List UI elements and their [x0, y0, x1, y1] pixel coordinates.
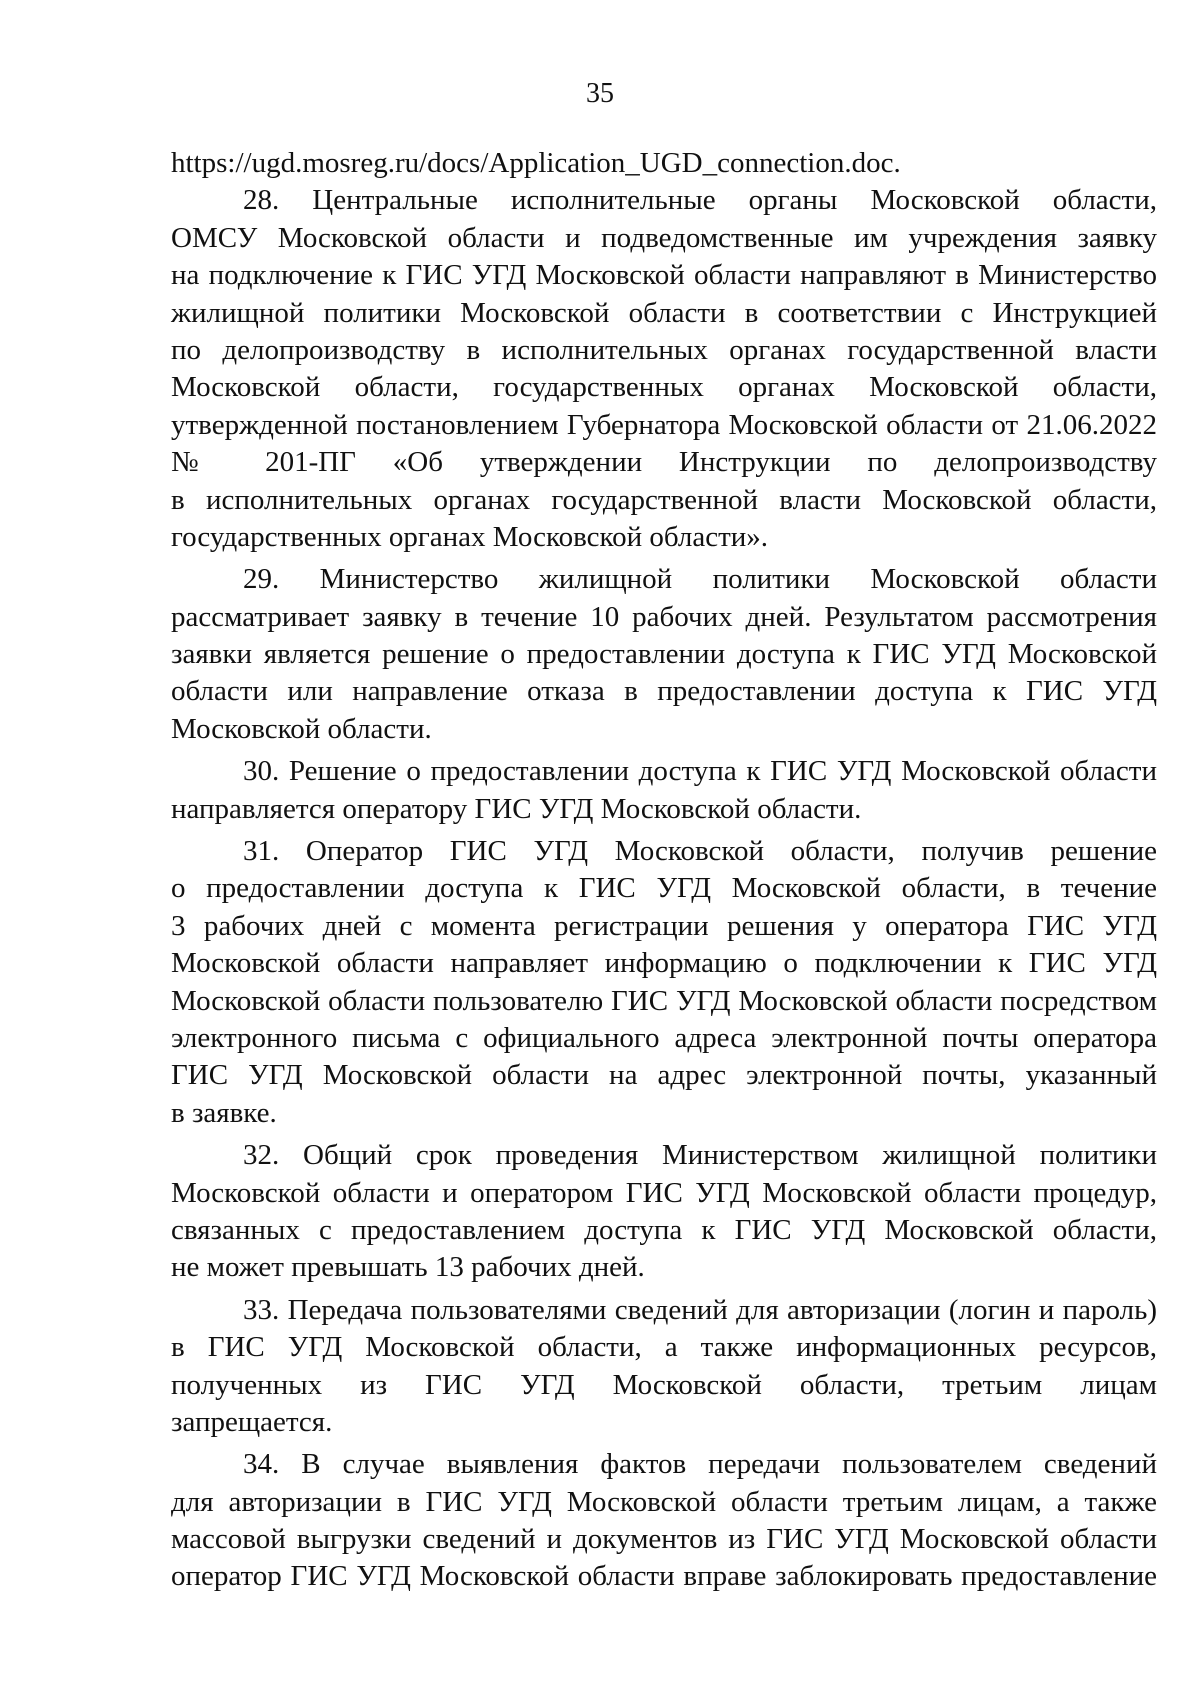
text-line: направляется оператору ГИС УГД Московской области. — [171, 792, 862, 825]
text-line: области или направление отказа в предоставлении доступа к ГИС УГД — [171, 675, 1157, 708]
text-line: электронного письма с официального адреса электронной почты оператора — [171, 1021, 1157, 1054]
text-line: о предоставлении доступа к ГИС УГД Московской области, в течение — [171, 872, 1157, 905]
text-line: Московской области пользователю ГИС УГД Московской области посредством — [171, 984, 1157, 1017]
text-line: ГИС УГД Московской области на адрес электронной почты, указанный — [171, 1059, 1157, 1092]
text-line: в заявке. — [171, 1096, 277, 1129]
text-line: рассматривает заявку в течение 10 рабочих дней. Результатом рассмотрения — [171, 600, 1157, 633]
text-line: 32. Общий срок проведения Министерством жилищной политики — [243, 1139, 1157, 1172]
text-line: для авторизации в ГИС УГД Московской области третьим лицам, а также — [171, 1485, 1157, 1518]
text-line: 28. Центральные исполнительные органы Московской области, — [243, 184, 1157, 217]
text-line: оператор ГИС УГД Московской области вправе заблокировать предоставление — [171, 1560, 1157, 1593]
text-line: 31. Оператор ГИС УГД Московской области, получив решение — [243, 835, 1157, 868]
text-line: Московской области и оператором ГИС УГД Московской области процедур, — [171, 1176, 1157, 1209]
text-line: в исполнительных органах государственной власти Московской области, — [171, 483, 1157, 516]
text-line: Московской области. — [171, 712, 432, 745]
page-number: 35 — [586, 78, 614, 109]
text-line: не может превышать 13 рабочих дней. — [171, 1251, 645, 1284]
text-line: ОМСУ Московской области и подведомственные им учреждения заявку — [171, 221, 1157, 254]
text-line: Московской области, государственных органах Московской области, — [171, 371, 1157, 404]
text-line: 29. Министерство жилищной политики Московской области — [243, 563, 1157, 596]
text-line: запрещается. — [171, 1405, 333, 1438]
text-line: 3 рабочих дней с момента регистрации решения у оператора ГИС УГД — [171, 909, 1157, 942]
text-line: 33. Передача пользователями сведений для авторизации (логин и пароль) — [243, 1293, 1157, 1326]
text-line: № 201-ПГ «Об утверждении Инструкции по делопроизводству — [171, 446, 1157, 479]
text-line: заявки является решение о предоставлении доступа к ГИС УГД Московской — [171, 638, 1157, 671]
text-line: связанных с предоставлением доступа к ГИС УГД Московской области, — [171, 1213, 1157, 1246]
document-body — [171, 145, 1157, 1596]
text-line: 34. В случае выявления фактов передачи пользователем сведений — [243, 1448, 1157, 1481]
text-line: жилищной политики Московской области в соответствии с Инструкцией — [171, 296, 1157, 329]
text-line: https://ugd.mosreg.ru/docs/Application_UGD_connection.doc. — [171, 147, 901, 179]
text-line: государственных органах Московской области». — [171, 520, 769, 553]
text-line: 30. Решение о предоставлении доступа к ГИС УГД Московской области — [243, 755, 1157, 788]
text-line: на подключение к ГИС УГД Московской области направляют в Министерство — [171, 259, 1157, 292]
text-line: массовой выгрузки сведений и документов из ГИС УГД Московской области — [171, 1523, 1157, 1556]
text-line: полученных из ГИС УГД Московской области, третьим лицам — [171, 1368, 1157, 1401]
text-line: утвержденной постановлением Губернатора Московской области от 21.06.2022 — [171, 408, 1157, 441]
text-line: Московской области направляет информацию о подключении к ГИС УГД — [171, 947, 1157, 980]
text-line: в ГИС УГД Московской области, а также информационных ресурсов, — [171, 1331, 1157, 1364]
text-line: по делопроизводству в исполнительных органах государственной власти — [171, 333, 1157, 366]
